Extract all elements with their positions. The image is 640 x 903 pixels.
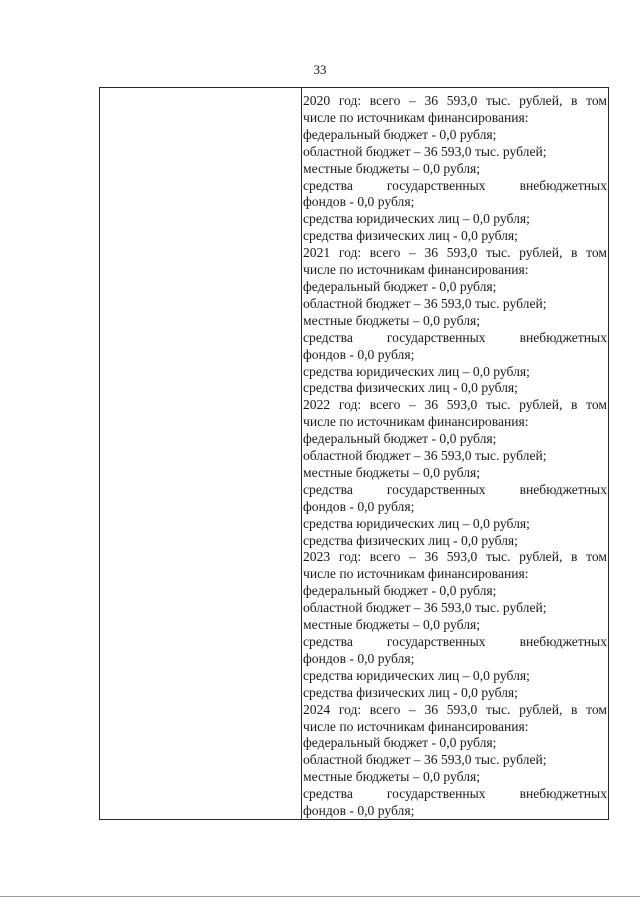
funding-text-line: федеральный бюджет - 0,0 рубля; <box>303 278 497 294</box>
funding-text-line: средства юридических лиц – 0,0 рубля; <box>303 515 530 531</box>
funding-table <box>99 87 609 820</box>
funding-text-line: средства государственных внебюджетных <box>303 481 607 497</box>
funding-text-line: средства государственных внебюджетных <box>303 329 607 345</box>
funding-text-line: областной бюджет – 36 593,0 тыс. рублей; <box>303 295 547 311</box>
funding-text-line: фондов - 0,0 рубля; <box>303 194 415 210</box>
funding-text-line: числе по источникам финансирования: <box>303 566 529 582</box>
funding-text-line: числе по источникам финансирования: <box>303 109 529 125</box>
funding-text-line: средства физических лиц - 0,0 рубля; <box>303 684 518 700</box>
funding-text-line: числе по источникам финансирования: <box>303 414 529 430</box>
funding-text-line: средства государственных внебюджетных <box>303 786 607 802</box>
funding-text-line: областной бюджет – 36 593,0 тыс. рублей; <box>303 600 547 616</box>
funding-text-line: средства юридических лиц – 0,0 рубля; <box>303 363 530 379</box>
funding-text-line: фондов - 0,0 рубля; <box>303 498 415 514</box>
funding-text-line: областной бюджет – 36 593,0 тыс. рублей; <box>303 752 547 768</box>
column-divider <box>301 88 302 819</box>
funding-text-line: федеральный бюджет - 0,0 рубля; <box>303 583 497 599</box>
funding-text-line: местные бюджеты – 0,0 рубля; <box>303 160 481 176</box>
funding-text-line: областной бюджет – 36 593,0 тыс. рублей; <box>303 448 547 464</box>
funding-text-line: местные бюджеты – 0,0 рубля; <box>303 464 481 480</box>
funding-text-line: 2024 год: всего – 36 593,0 тыс. рублей, в том <box>303 701 607 717</box>
funding-text-line: 2023 год: всего – 36 593,0 тыс. рублей, в том <box>303 549 607 565</box>
funding-text-cell <box>303 93 607 820</box>
funding-text-line: областной бюджет – 36 593,0 тыс. рублей; <box>303 143 547 159</box>
funding-text-line: местные бюджеты – 0,0 рубля; <box>303 769 481 785</box>
funding-text-line: фондов - 0,0 рубля; <box>303 650 415 666</box>
funding-text-line: 2020 год: всего – 36 593,0 тыс. рублей, в том <box>303 93 607 108</box>
table-left-cell <box>100 88 301 819</box>
funding-text-line: 2022 год: всего – 36 593,0 тыс. рублей, в том <box>303 397 607 413</box>
funding-text-line: федеральный бюджет - 0,0 рубля; <box>303 126 497 142</box>
funding-text-line: средства юридических лиц – 0,0 рубля; <box>303 667 530 683</box>
funding-text-line: средства физических лиц - 0,0 рубля; <box>303 532 518 548</box>
funding-text-line: средства физических лиц - 0,0 рубля; <box>303 228 518 244</box>
funding-text-line: числе по источникам финансирования: <box>303 262 529 278</box>
funding-text-line: федеральный бюджет - 0,0 рубля; <box>303 735 497 751</box>
funding-text-line: средства физических лиц - 0,0 рубля; <box>303 380 518 396</box>
funding-text-line: фондов - 0,0 рубля; <box>303 803 415 819</box>
funding-text-line: местные бюджеты – 0,0 рубля; <box>303 312 481 328</box>
funding-text-line: средства государственных внебюджетных <box>303 177 607 193</box>
bottom-rule <box>0 896 640 897</box>
funding-text-line: 2021 год: всего – 36 593,0 тыс. рублей, в том <box>303 245 607 261</box>
funding-text-line: федеральный бюджет - 0,0 рубля; <box>303 431 497 447</box>
funding-text-line: средства государственных внебюджетных <box>303 634 607 649</box>
funding-text-line: местные бюджеты – 0,0 рубля; <box>303 617 481 633</box>
funding-text-line: числе по источникам финансирования: <box>303 718 529 734</box>
funding-text-line: средства юридических лиц – 0,0 рубля; <box>303 211 530 227</box>
funding-text-line: фондов - 0,0 рубля; <box>303 346 415 362</box>
page-number: 33 <box>313 62 327 77</box>
